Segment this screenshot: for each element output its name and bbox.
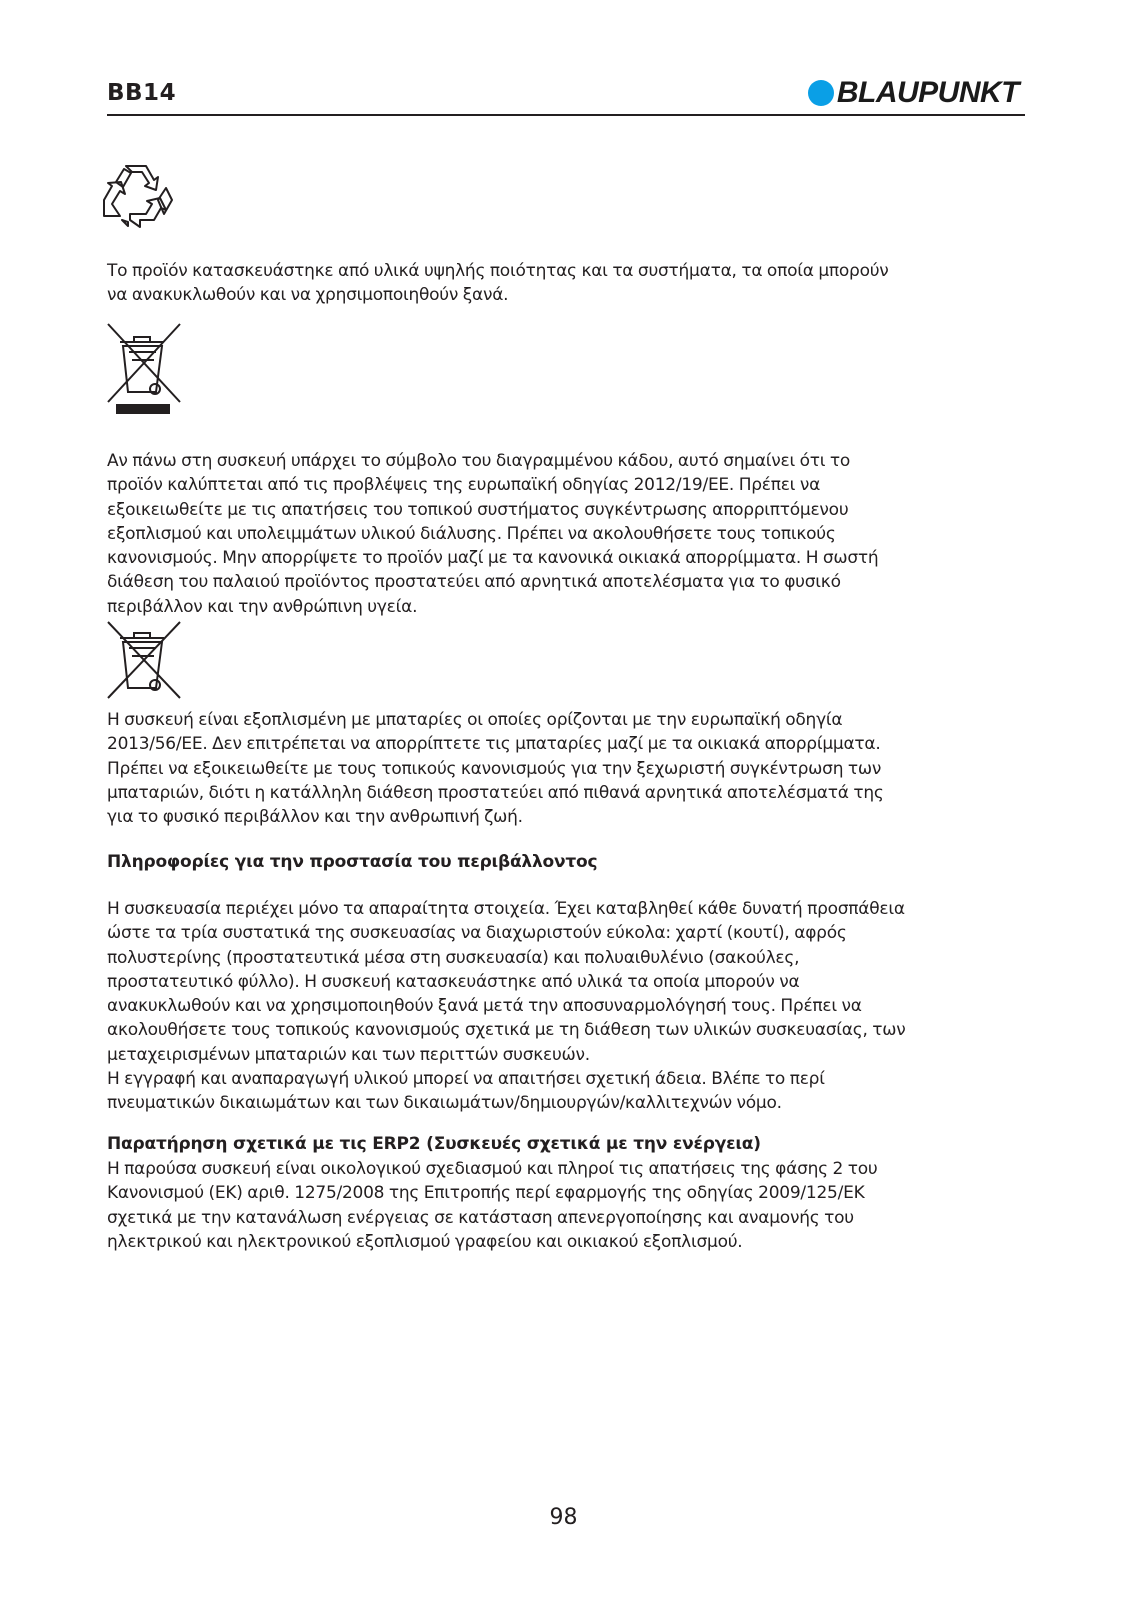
- recycle-icon: [100, 160, 176, 234]
- text-line: Η συσκευή είναι εξοπλισμένη με μπαταρίες οι οποίες ορίζονται με την ευρωπαϊκή οδηγία: [107, 710, 843, 730]
- erp-heading: Παρατήρηση σχετικά με τις ERP2 (Συσκευές σχετικά με την ενέργεια): [107, 1134, 761, 1154]
- text-line: μπαταριών, διότι η κατάλληλη διάθεση προστατεύει από πιθανά αρνητικά αποτελέσματά της: [107, 782, 884, 803]
- text-line: πολυστερίνης (προστατευτικά μέσα στη συσκευασία) και πολυαιθυλένιο (σακούλες,: [107, 947, 800, 968]
- crossed-out-wheelie-bin-icon: [104, 322, 184, 418]
- weee-paragraph: [107, 449, 1027, 619]
- text-line: Η παρούσα συσκευή είναι οικολογικού σχεδιασμού και πληροί τις απατήσεις της φάσης 2 του: [107, 1159, 878, 1179]
- text-line: περιβάλλον και την ανθρώπινη υγεία.: [107, 596, 418, 617]
- text-line: 2013/56/ΕΕ. Δεν επιτρέπεται να απορρίπτετε τις μπαταρίες μαζί με τα οικιακά απορρίμματα.: [107, 734, 881, 755]
- erp-paragraph: [107, 1157, 1027, 1254]
- text-line: εξοικειωθείτε με τις απατήσεις του τοπικού συστήματος συγκέντρωσης απορριπτόμενου: [107, 499, 849, 520]
- crossed-out-bin-battery-icon: [104, 620, 184, 702]
- recycle-paragraph: [107, 259, 1027, 308]
- brand-dot-icon: [808, 80, 834, 106]
- text-line: κανονισμούς. Μην απορρίψετε το προϊόν μαζί με τα κανονικά οικιακά απορρίμματα. Η σωστή: [107, 548, 879, 569]
- text-line: Η εγγραφή και αναπαραγωγή υλικού μπορεί να απαιτήσει σχετική άδεια. Βλέπε το περί: [107, 1069, 825, 1090]
- model-name: BB14: [107, 80, 177, 106]
- text-line: πνευματικών δικαιωμάτων και των δικαιωμάτων/δημιουργών/καλλιτεχνών νόμο.: [107, 1093, 782, 1114]
- text-line: ανακυκλωθούν και να χρησιμοποιηθούν ξανά μετά την αποσυναρμολόγησή τους. Πρέπει να: [107, 996, 862, 1017]
- text-line: ακολουθήσετε τους τοπικούς κανονισμούς σχετικά με τη διάθεση των υλικών συσκευασίας, των: [107, 1020, 906, 1041]
- text-line: Κανονισμού (ΕΚ) αριθ. 1275/2008 της Επιτροπής περί εφαρμογής της οδηγίας 2009/125/ΕΚ: [107, 1183, 865, 1204]
- brand-name: BLAUPUNKT: [836, 76, 1019, 109]
- battery-paragraph: [107, 708, 1027, 829]
- text-line: να ανακυκλωθούν και να χρησιμοποιηθούν ξανά.: [107, 285, 509, 306]
- brand-logo: [808, 76, 1019, 110]
- text-line: Αν πάνω στη συσκευή υπάρχει το σύμβολο του διαγραμμένου κάδου, αυτό σημαίνει ότι το: [107, 451, 851, 471]
- text-line: προστατευτικό φύλλο). Η συσκευή κατασκευάστηκε από υλικά τα οποία μπορούν να: [107, 971, 800, 992]
- text-line: εξοπλισμού και υπολειμμάτων υλικού διάλυσης. Πρέπει να ακολουθήσετε τους τοπικούς: [107, 523, 836, 544]
- text-line: για το φυσικό περιβάλλον και την ανθρωπινή ζωή.: [107, 807, 523, 828]
- env-paragraph: [107, 897, 1027, 1116]
- env-heading: Πληροφορίες για την προστασία του περιβάλλοντος: [107, 852, 598, 872]
- text-line: ηλεκτρικού και ηλεκτρονικού εξοπλισμού γραφείου και οικιακού εξοπλισμού.: [107, 1231, 743, 1252]
- text-line: διάθεση του παλαιού προϊόντος προστατεύει από αρνητικά αποτελέσματα για το φυσικό: [107, 572, 841, 593]
- header-rule: [107, 114, 1025, 116]
- page-number: 98: [549, 1505, 578, 1530]
- text-line: προϊόν καλύπτεται από τις προβλέψεις της ευρωπαϊκή οδηγίας 2012/19/ΕΕ. Πρέπει να: [107, 475, 821, 496]
- text-line: Η συσκευασία περιέχει μόνο τα απαραίτητα στοιχεία. Έχει καταβληθεί κάθε δυνατή προσπάθεια: [107, 899, 905, 919]
- text-line: ώστε τα τρία συστατικά της συσκευασίας να διαχωριστούν εύκολα: χαρτί (κουτί), αφρός: [107, 923, 847, 944]
- page-header: [107, 76, 1025, 116]
- text-line: Πρέπει να εξοικειωθείτε με τους τοπικούς κανονισμούς για την ξεχωριστή συγκέντρωση των: [107, 758, 882, 779]
- text-line: Το προϊόν κατασκευάστηκε από υλικά υψηλής ποιότητας και τα συστήματα, τα οποία μπορούν: [107, 261, 889, 281]
- text-line: μεταχειρισμένων μπαταριών και των περιττών συσκευών.: [107, 1044, 590, 1065]
- text-line: σχετικά με την κατανάλωση ενέργειας σε κατάσταση απενεργοποίησης και αναμονής του: [107, 1207, 854, 1228]
